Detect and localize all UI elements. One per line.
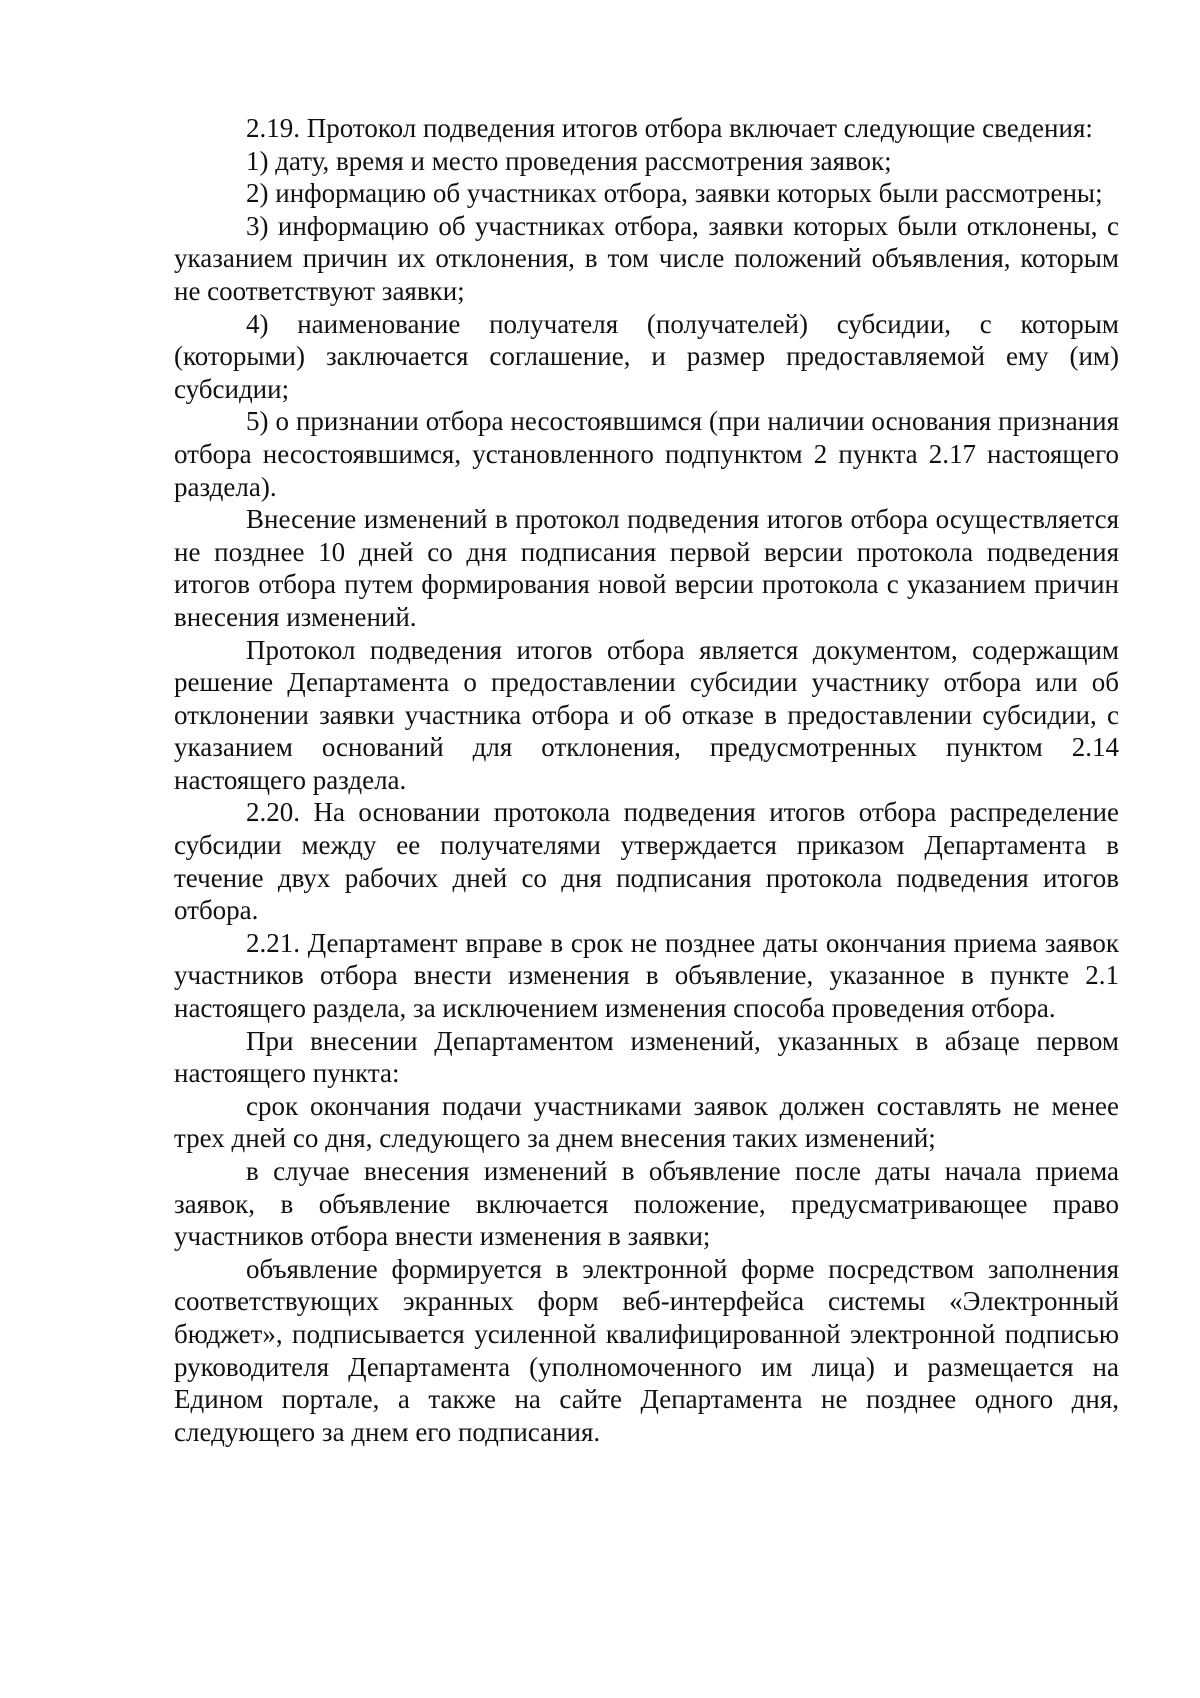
paragraph-protocol-document: Протокол подведения итогов отбора является документом, содержащим решение Департамента о предоставлении субсидии участнику отбора или об отклонении заявки участника отбора и об отказе в предоставлении субсидии, с указанием оснований для отклонения, предусмотренных пунктом 2.14 настоящего раздела. bbox=[174, 634, 1119, 795]
paragraph-deadline: срок окончания подачи участниками заявок должен составлять не менее трех дней со дня, следующего за днем внесения таких изменений; bbox=[174, 1090, 1119, 1154]
list-item-4: 4) наименование получателя (получателей) субсидии, с которым (которыми) заключается соглашение, и размер предоставляемой ему (им) субсидии; bbox=[174, 308, 1119, 404]
paragraph-electronic-form: объявление формируется в электронной форме посредством заполнения соответствующих экранных форм веб-интерфейса системы «Электронный бюджет», подписывается усиленной квалифицированной электронной подписью руководителя Департамента (уполномоченного им лица) и размещается на Едином портале, а также на сайте Департамента не позднее одного дня, следующего за днем его подписания. bbox=[174, 1253, 1119, 1447]
list-item-2: 2) информацию об участниках отбора, заявки которых были рассмотрены; bbox=[246, 178, 1103, 209]
paragraph-2-20: 2.20. На основании протокола подведения итогов отбора распределение субсидии между ее получателями утверждается приказом Департамента в течение двух рабочих дней со дня подписания протокола подведения итогов отбора. bbox=[174, 797, 1119, 926]
paragraph-protocol-changes: Внесение изменений в протокол подведения итогов отбора осуществляется не позднее 10 дней со дня подписания первой версии протокола подведения итогов отбора путем формирования новой версии протокола с указанием причин внесения изменений. bbox=[174, 504, 1119, 632]
list-item-3: 3) информацию об участниках отбора, заявки которых были отклонены, с указанием причин их отклонения, в том числе положений объявления, которым не соответствуют заявки; bbox=[174, 210, 1119, 306]
paragraph-changes-intro: При внесении Департаментом изменений, указанных в абзаце первом настоящего пункта: bbox=[174, 1025, 1119, 1089]
paragraph-amendments: в случае внесения изменений в объявление после даты начала приема заявок, в объявление включается положение, предусматривающее право участников отбора внести изменения в заявки; bbox=[174, 1156, 1119, 1252]
list-item-5: 5) о признании отбора несостоявшимся (при наличии основания признания отбора несостоявшимся, установленного подпунктом 2 пункта 2.17 настоящего раздела). bbox=[174, 406, 1119, 502]
document-page bbox=[174, 112, 1119, 1448]
paragraph-2-21: 2.21. Департамент вправе в срок не позднее даты окончания приема заявок участников отбора внести изменения в объявление, указанное в пункте 2.1 настоящего раздела, за исключением изменения способа проведения отбора. bbox=[174, 927, 1119, 1024]
list-item-1: 1) дату, время и место проведения рассмотрения заявок; bbox=[246, 145, 892, 176]
paragraph-2-19: 2.19. Протокол подведения итогов отбора включает следующие сведения: bbox=[246, 113, 1093, 143]
